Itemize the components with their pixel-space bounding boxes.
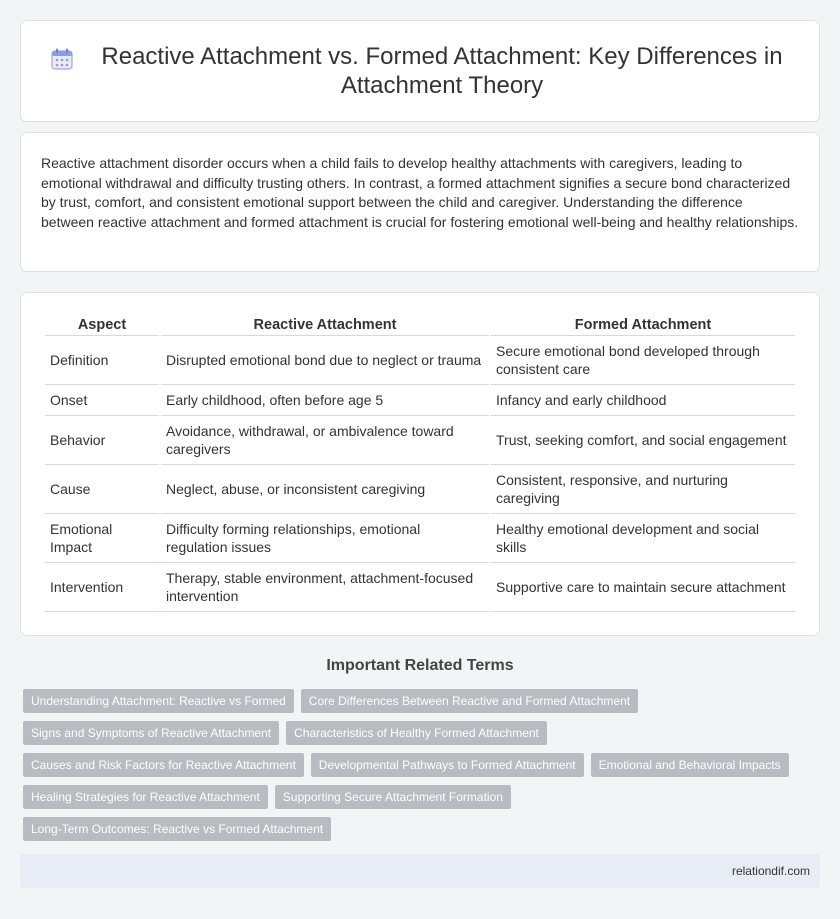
comparison-table [43, 315, 797, 612]
cell-reactive: Disrupted emotional bond due to neglect or trauma [161, 336, 489, 385]
table-header-row [45, 315, 795, 336]
cell-formed: Supportive care to maintain secure attachment [491, 563, 795, 612]
related-term-tag[interactable]: Characteristics of Healthy Formed Attachment [286, 721, 547, 745]
table-row [45, 563, 795, 612]
table-row [45, 514, 795, 563]
header-formed: Formed Attachment [491, 315, 795, 336]
related-term-tag[interactable]: Core Differences Between Reactive and Formed Attachment [301, 689, 638, 713]
table-row [45, 416, 795, 465]
table-row [45, 336, 795, 385]
table-row [45, 465, 795, 514]
cell-aspect: Cause [45, 465, 159, 514]
related-term-tag[interactable]: Emotional and Behavioral Impacts [591, 753, 789, 777]
cell-formed: Healthy emotional development and social skills [491, 514, 795, 563]
cell-aspect: Emotional Impact [45, 514, 159, 563]
calendar-icon [51, 48, 73, 70]
page-title: Reactive Attachment vs. Formed Attachment: Key Differences in Attachment Theory [101, 43, 783, 99]
header [51, 42, 789, 100]
related-term-tag[interactable]: Understanding Attachment: Reactive vs Formed [23, 689, 294, 713]
related-terms-list [20, 689, 810, 849]
cell-formed: Consistent, responsive, and nurturing caregiving [491, 465, 795, 514]
cell-reactive: Neglect, abuse, or inconsistent caregiving [161, 465, 489, 514]
cell-aspect: Intervention [45, 563, 159, 612]
cell-formed: Trust, seeking comfort, and social engagement [491, 416, 795, 465]
cell-reactive: Early childhood, often before age 5 [161, 385, 489, 416]
related-term-tag[interactable]: Signs and Symptoms of Reactive Attachment [23, 721, 279, 745]
related-term-tag[interactable]: Healing Strategies for Reactive Attachment [23, 785, 268, 809]
related-term-tag[interactable]: Supporting Secure Attachment Formation [275, 785, 511, 809]
table-row [45, 385, 795, 416]
cell-aspect: Onset [45, 385, 159, 416]
intro-card [20, 132, 820, 272]
cell-aspect: Definition [45, 336, 159, 385]
cell-formed: Secure emotional bond developed through consistent care [491, 336, 795, 385]
related-terms-title: Important Related Terms [326, 657, 514, 674]
related-term-tag[interactable]: Developmental Pathways to Formed Attachment [311, 753, 584, 777]
related-term-tag[interactable]: Causes and Risk Factors for Reactive Attachment [23, 753, 304, 777]
header-card [20, 20, 820, 122]
header-aspect: Aspect [45, 315, 159, 336]
cell-formed: Infancy and early childhood [491, 385, 795, 416]
header-reactive: Reactive Attachment [161, 315, 489, 336]
cell-reactive: Difficulty forming relationships, emotional regulation issues [161, 514, 489, 563]
cell-reactive: Avoidance, withdrawal, or ambivalence toward caregivers [161, 416, 489, 465]
footer-site-link[interactable]: relationdif.com [731, 864, 810, 878]
comparison-table-card [20, 292, 820, 636]
intro-paragraph: Reactive attachment disorder occurs when a child fails to develop healthy attachments with caregivers, leading to emotional withdrawal and difficulty trusting others. In contrast, a formed attachment signifies a secure bond characterized by trust, comfort, and consistent emotional support between the child and caregiver. Understanding the difference between reactive attachment and formed attachment is crucial for fostering emotional well-being and healthy relationships. [41, 155, 799, 230]
related-term-tag[interactable]: Long-Term Outcomes: Reactive vs Formed Attachment [23, 817, 331, 841]
cell-reactive: Therapy, stable environment, attachment-focused intervention [161, 563, 489, 612]
cell-aspect: Behavior [45, 416, 159, 465]
footer [20, 854, 820, 888]
